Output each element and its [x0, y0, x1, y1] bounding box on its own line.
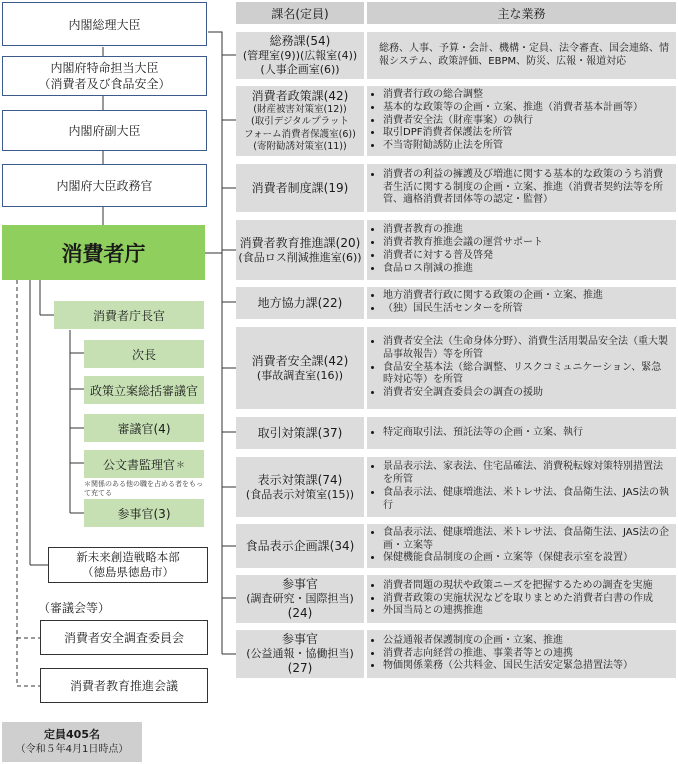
duties-labeling-measures — [367, 457, 676, 517]
division-consumer-system — [236, 164, 364, 212]
duties-consumer-safety — [367, 327, 676, 409]
division-name: 消費者政策課(42) — [251, 88, 349, 103]
duty-item: • 特定商取引法、預託法等の企画・立案、執行 — [383, 427, 670, 440]
division-counsellor-research — [236, 575, 364, 623]
division-name: 表示対策課(74) — [257, 472, 343, 487]
duty-item: • 保健機能食品制度の企画・立案等（保健表示室を設置） — [383, 552, 670, 565]
education-promotion-council-box — [40, 668, 208, 703]
duty-item: • 取引DPF消費者保護法を所管 — [383, 127, 670, 140]
records-supervisor-box — [84, 450, 204, 478]
division-consumer-safety — [236, 327, 364, 409]
safety-investigation-commission-box — [40, 620, 208, 655]
duty-item: • 消費者教育の推進 — [383, 224, 670, 237]
councils-heading: （審議会等） — [38, 601, 111, 615]
leader-prime-minister — [2, 2, 207, 46]
division-sub: (管理室(9))(広報室(4)) — [242, 49, 358, 63]
leader-special-minister — [2, 56, 207, 96]
division-name: 総務課(54) — [269, 34, 331, 49]
official-label: 次長 — [131, 347, 156, 362]
duty-item: • 消費者に対する普及啓発 — [383, 250, 670, 263]
official-label: 参事官(3) — [117, 506, 171, 521]
duty-text: 総務、人事、予算・会計、機構・定員、法令審査、国会連絡、情報システム、政策評価、EBPM、防災、広報・報道対応 — [379, 42, 669, 67]
division-name: 消費者教育推進課(20) — [239, 235, 361, 250]
duties-consumer-education — [367, 220, 676, 280]
agency-label: 消費者庁 — [61, 241, 146, 266]
duties-counsellor-whistleblower — [367, 630, 676, 678]
duty-item: • 食品表示法、健康増進法、米トレサ法、食品衛生法、JAS法の企画・立案等 — [383, 527, 670, 553]
duty-item: • 消費者政策の実施状況などを取りまとめた消費者白書の作成 — [383, 593, 670, 606]
division-sub: (人事企画室(6)) — [260, 63, 340, 76]
leader-parliamentary-secretary — [2, 164, 207, 207]
duty-item: • 基本的な政策等の企画・立案、推進（消費者基本計画等） — [383, 102, 670, 115]
division-consumer-education — [236, 220, 364, 280]
division-sub: (寄附勧誘対策室(11)) — [253, 140, 347, 152]
consumer-affairs-agency — [2, 225, 205, 280]
duty-item: • 外国当局との連携推進 — [383, 605, 670, 618]
staff-total: 定員405名 — [44, 728, 100, 741]
councillor-box — [84, 414, 204, 442]
division-name: 食品表示企画課(34) — [245, 538, 355, 553]
division-transaction-measures — [236, 417, 364, 449]
duty-item: • 消費者安全調査委員会の調査の援助 — [383, 387, 670, 400]
leader-vice-minister — [2, 110, 207, 151]
duty-item: • 食品安全基本法（総合調整、リスクコミュニケーション、緊急時対応等）を所管 — [383, 362, 670, 388]
duty-item: • 景品表示法、家表法、住宅品確法、消費税転嫁対策特別措置法を所管 — [383, 461, 670, 487]
duty-item: • 消費者安全法（財産事案）の執行 — [383, 115, 670, 128]
council-label: 消費者安全調査委員会 — [63, 631, 184, 645]
division-sub: フォーム消費者保護室(6)) — [244, 128, 356, 140]
division-sub: (調査研究・国際担当) — [246, 592, 354, 606]
duty-item: • 食品ロス削減の推進 — [383, 263, 670, 276]
hq-label: 新未来創造戦略本部 （徳島県徳島市） — [76, 550, 180, 579]
header-label: 主な業務 — [497, 6, 546, 21]
division-column-header — [236, 2, 364, 24]
leader-label: 内閣府特命担当大臣 （消費者及び食品安全） — [38, 60, 171, 91]
division-sub: (財産被害対策室(12)) — [253, 103, 347, 115]
policy-councillor-box — [84, 376, 204, 404]
duties-local-cooperation — [367, 287, 676, 319]
division-name: 消費者安全課(42) — [251, 353, 349, 368]
footnote: ＊関係のある他の職を占める者をもって充てる — [84, 480, 203, 498]
duties-counsellor-research — [367, 575, 676, 623]
duty-item: • 消費者安全法（生命身体分野）、消費生活用製品安全法（重大製品事故報告）等を所管 — [383, 336, 670, 362]
duty-item: • 食品表示法、健康増進法、米トレサ法、食品衛生法、JAS法の執行 — [383, 487, 670, 513]
division-name: 参事官 — [281, 632, 318, 647]
duties-consumer-policy — [367, 86, 676, 156]
counsellor-box — [84, 499, 204, 527]
division-sub: (公益通報・協働担当) — [246, 647, 354, 661]
division-food-labeling-planning — [236, 524, 364, 568]
deputy-commissioner-box — [84, 340, 204, 368]
division-count: (24) — [287, 605, 313, 620]
duty-item: • 地方消費者行政に関する政策の企画・立案、推進 — [383, 290, 670, 303]
division-name: 参事官 — [281, 577, 318, 592]
official-label: 消費者庁長官 — [92, 308, 165, 323]
duty-item: • 物価関係業務（公共料金、国民生活安定緊急措置法等） — [383, 660, 670, 673]
footnote-mark: ＊ — [176, 460, 186, 471]
division-counsellor-whistleblower — [236, 630, 364, 678]
duty-item: • 不当寄附勧誘防止法を所管 — [383, 140, 670, 153]
staff-count-box — [2, 722, 142, 762]
staff-date: （令和５年4月1日時点） — [15, 744, 129, 756]
duties-transaction-measures — [367, 417, 676, 449]
official-label: 政策立案総括審議官 — [89, 383, 198, 398]
division-name: 地方協力課(22) — [257, 295, 343, 310]
duties-consumer-system — [367, 164, 676, 212]
division-sub: (食品ロス削減推進室(6)) — [238, 250, 362, 264]
duties-food-labeling-planning — [367, 524, 676, 568]
division-count: (27) — [287, 660, 313, 675]
leader-label: 内閣総理大臣 — [68, 17, 141, 32]
leader-label: 内閣府大臣政務官 — [56, 179, 153, 193]
division-sub: (取引デジタルプラット — [251, 116, 349, 128]
commissioner-box — [54, 301, 204, 329]
division-name: 消費者制度課(19) — [251, 180, 349, 195]
duties-general-affairs — [367, 32, 676, 79]
council-label: 消費者教育推進会議 — [69, 679, 178, 693]
duty-item: • 公益通報者保護制度の企画・立案、推進 — [383, 635, 670, 648]
division-consumer-policy — [236, 86, 364, 156]
division-general-affairs — [236, 32, 364, 79]
official-label: 審議官(4) — [117, 421, 171, 436]
division-sub: (食品表示対策室(15)) — [245, 487, 355, 501]
header-label: 課名(定員) — [271, 6, 329, 21]
duty-item: • 消費者の利益の擁護及び増進に関する基本的な政策のうち消費者生活に関する制度の企画・立案、推進（消費者契約法等を所管、適格消費者団体等の認定・監督） — [383, 169, 670, 207]
strategy-hq-box — [48, 547, 208, 583]
division-labeling-measures — [236, 457, 364, 517]
leader-label: 内閣府副大臣 — [68, 124, 141, 138]
duty-item: • 消費者教育推進会議の運営サポート — [383, 237, 670, 250]
duty-item: • 消費者志向経営の推進、事業者等との連携 — [383, 648, 670, 661]
division-sub: (事故調査室(16)) — [256, 368, 344, 382]
duty-item: • 消費者問題の現状や政策ニーズを把握するための調査を実施 — [383, 580, 670, 593]
division-local-cooperation — [236, 287, 364, 319]
duties-column-header — [367, 2, 676, 24]
division-name: 取引対策課(37) — [257, 425, 343, 440]
duty-item: • （独）国民生活センターを所管 — [383, 303, 670, 316]
duty-item: • 消費者行政の総合調整 — [383, 89, 670, 102]
official-label: 公文書監理官 — [102, 457, 175, 472]
